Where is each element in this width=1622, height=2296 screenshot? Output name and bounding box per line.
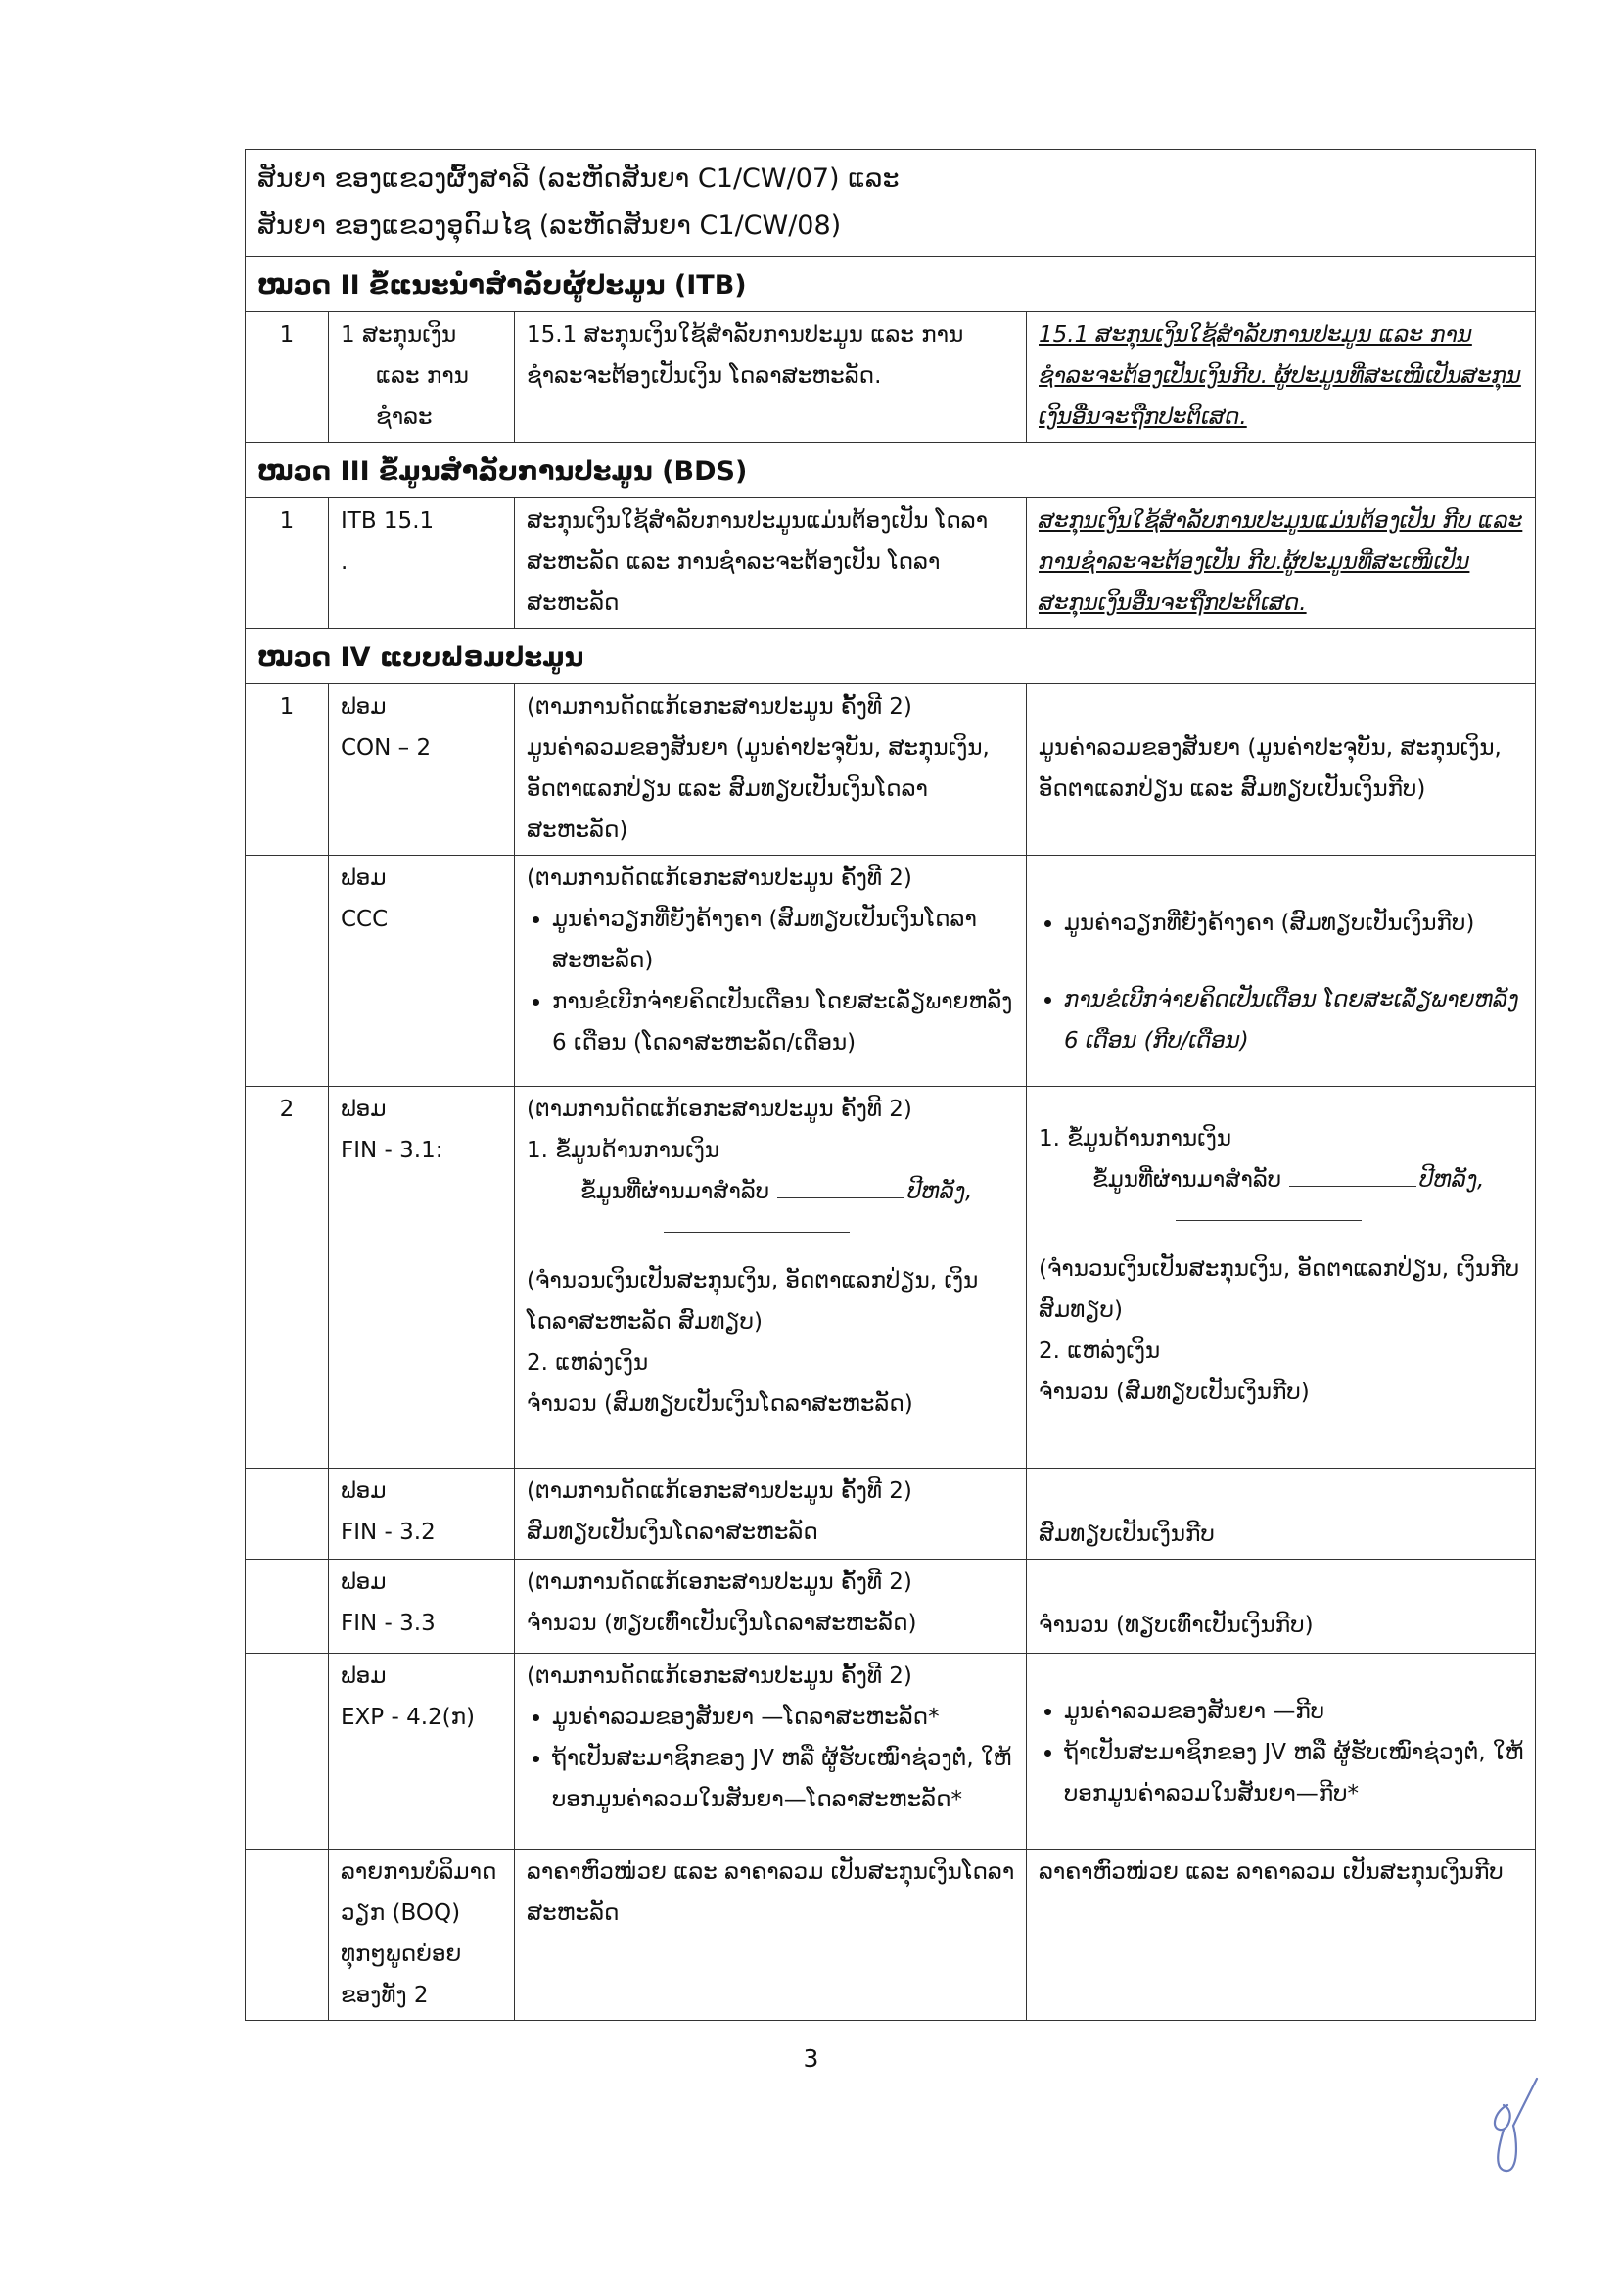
reference-line: .: [341, 549, 348, 575]
row-number: [246, 1654, 329, 1850]
row-reference: [329, 1654, 515, 1850]
signature-line: [1176, 1214, 1362, 1221]
amendment-note: (ຕາມການດັດແກ້ເອກະສານປະມູນ ຄັ້ງທີ 2): [527, 866, 912, 891]
amended-value: ສົມທຽບເປັນເງິນກີບ: [1039, 1522, 1215, 1547]
signature-line: [664, 1226, 850, 1233]
amended-value: ມູນຄ່າລວມຂອງສັນຍາ (ມູນຄ່າປະຈຸບັນ, ສະກຸນເງິນ, ອັດຕາແລກປ່ຽນ ແລະ ສົມທຽບເປັນເງິນກີບ): [1039, 735, 1502, 802]
section-header-row: [246, 257, 1536, 312]
row-number: 1: [246, 312, 329, 443]
reference-line: ຟອມ: [341, 1097, 387, 1122]
row-reference: [329, 1560, 515, 1654]
reference-line: ຟອມ: [341, 694, 387, 720]
years-label: ປີຫລັງ,: [1419, 1167, 1485, 1193]
section-4-title: ໝວດ IV ແບບຟອມປະມູນ: [246, 629, 1536, 684]
reference-line: ວຽກ (BOQ): [341, 1900, 461, 1926]
reference-line: ຟອມ: [341, 1478, 387, 1504]
blank-line: [1289, 1186, 1416, 1187]
contract-line-2: ສັນຍາ ຂອງແຂວງອຸດົມໄຊ (ລະຫັດສັນຍາ C1/CW/08): [257, 211, 842, 241]
row-number: 1: [246, 684, 329, 856]
original-note: (ຈຳນວນເງິນເປັນສະກຸນເງິນ, ອັດຕາແລກປ່ຽນ, ເງິນໂດລາສະຫະລັດ ສົມທຽບ): [527, 1268, 979, 1335]
amendment-note: (ຕາມການດັດແກ້ເອກະສານປະມູນ ຄັ້ງທີ 2): [527, 1478, 912, 1504]
reference-line: ຂອງທັງ 2: [341, 1983, 429, 2008]
original-text: ລາຄາຫົວໜ່ວຍ ແລະ ລາຄາລວມ ເປັນສະກຸນເງິນໂດລາສະຫະລັດ: [515, 1850, 1027, 2021]
original-text: [515, 856, 1027, 1087]
row-reference: [329, 684, 515, 856]
item-heading: 2. ແຫລ່ງເງິນ: [527, 1350, 649, 1376]
section-2-title: ໝວດ II ຂໍ້ແນະນຳສຳລັບຜູ້ປະມູນ (ITB): [246, 257, 1536, 312]
list-item: • ຖ້າເປັນສະມາຊິກຂອງ JV ຫລື ຜູ້ຮັບເໝົາຊ່ວງຕໍ່, ໃຫ້ບອກມູນຄ່າລວມໃນສັນຍາ—ໂດລາສະຫະລັດ*: [552, 1738, 1016, 1820]
reference-line: ທຸກໆພູດຍ່ອຍ: [341, 1942, 462, 1967]
original-amount: ຈຳນວນ (ສົມທຽບເປັນເງິນໂດລາສະຫະລັດ): [527, 1391, 913, 1417]
table-row: [246, 1469, 1536, 1560]
page-number: 3: [803, 2044, 819, 2073]
bullet-list: [527, 1697, 1016, 1820]
list-item: • ຖ້າເປັນສະມາຊິກຂອງ JV ຫລື ຜູ້ຮັບເໝົາຊ່ວງຕໍ່, ໃຫ້ບອກມູນຄ່າລວມໃນສັນຍາ—ກີບ*: [1064, 1732, 1525, 1814]
list-item: • ການຂໍເບີກຈ່າຍຄິດເປັນເດືອນ ໂດຍສະເລັ່ຽພາຍຫລັງ 6 ເດືອນ (ກີບ/ເດືອນ): [1064, 979, 1525, 1061]
contract-header-row: [246, 150, 1536, 257]
amendment-table: [245, 149, 1536, 2021]
original-text: [515, 1560, 1027, 1654]
reference-line: ຟອມ: [341, 866, 387, 891]
past-label: ຂໍ້ມູນທີ່ຜ່ານມາສຳລັບ: [580, 1179, 770, 1204]
table-row: [246, 1560, 1536, 1654]
past-years-line: [1039, 1159, 1525, 1200]
past-label: ຂໍ້ມູນທີ່ຜ່ານມາສຳລັບ: [1092, 1167, 1282, 1193]
table-row: [246, 312, 1536, 443]
reference-line: ຊຳລະ: [376, 404, 433, 430]
original-text: [515, 1469, 1027, 1560]
original-value: ຈຳນວນ (ທຽບເທົ່າເປັນເງິນໂດລາສະຫະລັດ): [527, 1611, 917, 1636]
amended-amount: ຈຳນວນ (ສົມທຽບເປັນເງິນກີບ): [1039, 1380, 1310, 1405]
table-row: [246, 1654, 1536, 1850]
table-row: [246, 684, 1536, 856]
original-text: [515, 684, 1027, 856]
row-number: [246, 856, 329, 1087]
reference-line: ລາຍການບໍລິມາດ: [341, 1859, 497, 1885]
list-item: • ມູນຄ່າວຽກທີ່ຍັງຄ້າງຄາ (ສົມທຽບເປັນເງິນກີບ): [1064, 903, 1525, 944]
amended-text: [1027, 856, 1536, 1087]
row-number: [246, 1850, 329, 2021]
past-years-line: [527, 1171, 1016, 1212]
amended-text: 15.1 ສະກຸນເງິນໃຊ້ສຳລັບການປະມູນ ແລະ ການຊຳລະຈະຕ້ອງເປັນເງິນກີບ. ຜູ້ປະມູນທີ່ສະເໜີເປັນສະກຸນເງິນອື່ນຈະຖືກປະຕິເສດ.: [1027, 312, 1536, 443]
contract-line-1: ສັນຍາ ຂອງແຂວງຜົ້ງສາລີ (ລະຫັດສັນຍາ C1/CW/07) ແລະ: [257, 164, 900, 194]
reference-line: ແລະ ການ: [376, 363, 469, 389]
amended-note: (ຈຳນວນເງິນເປັນສະກຸນເງິນ, ອັດຕາແລກປ່ຽນ, ເງິນກີບສົມທຽບ): [1039, 1256, 1520, 1323]
document-page: [245, 149, 1535, 2021]
row-reference: [329, 1850, 515, 2021]
original-text: ສະກຸນເງິນໃຊ້ສຳລັບການປະມູນແມ່ນຕ້ອງເປັນ ໂດລາສະຫະລັດ ແລະ ການຊຳລະຈະຕ້ອງເປັນ ໂດລາສະຫະລັດ: [515, 498, 1027, 629]
table-row: [246, 1850, 1536, 2021]
original-value: ມູນຄ່າລວມຂອງສັນຍາ (ມູນຄ່າປະຈຸບັນ, ສະກຸນເງິນ, ອັດຕາແລກປ່ຽນ ແລະ ສົມທຽບເປັນເງິນໂດລາສະຫະລັດ): [527, 735, 990, 843]
amendment-note: (ຕາມການດັດແກ້ເອກະສານປະມູນ ຄັ້ງທີ 2): [527, 1663, 912, 1689]
item-heading: 2. ແຫລ່ງເງິນ: [1039, 1338, 1161, 1364]
bullet-list: [1039, 903, 1525, 1061]
form-code: FIN - 3.1:: [341, 1138, 443, 1163]
row-number: 1: [246, 498, 329, 629]
reference-line: ຟອມ: [341, 1663, 387, 1689]
form-code: CCC: [341, 907, 389, 932]
years-label: ປີຫລັງ,: [907, 1179, 973, 1204]
form-code: FIN - 3.2: [341, 1520, 436, 1545]
bullet-list: [1039, 1691, 1525, 1814]
original-text: [515, 1654, 1027, 1850]
row-reference: [329, 856, 515, 1087]
signature-mark: [1468, 2071, 1556, 2179]
blank-line: [777, 1197, 904, 1198]
list-item: • ມູນຄ່າລວມຂອງສັນຍາ —ກີບ: [1064, 1691, 1525, 1732]
form-code: CON – 2: [341, 735, 432, 761]
list-item: • ການຂໍເບີກຈ່າຍຄິດເປັນເດືອນ ໂດຍສະເລັ່ຽພາຍຫລັງ 6 ເດືອນ (ໂດລາສະຫະລັດ/ເດືອນ): [552, 981, 1016, 1063]
item-heading: 1. ຂໍ້ມູນດ້ານການເງິນ: [527, 1138, 720, 1163]
item-heading: 1. ຂໍ້ມູນດ້ານການເງິນ: [1039, 1126, 1232, 1151]
amended-text: ລາຄາຫົວໜ່ວຍ ແລະ ລາຄາລວມ ເປັນສະກຸນເງິນກີບ: [1027, 1850, 1536, 2021]
row-reference: [329, 1087, 515, 1469]
list-item: • ມູນຄ່າວຽກທີ່ຍັງຄ້າງຄາ (ສົມທຽບເປັນເງິນໂດລາສະຫະລັດ): [552, 899, 1016, 981]
amended-text: [1027, 1560, 1536, 1654]
table-row: [246, 1087, 1536, 1469]
form-code: EXP - 4.2(ກ): [341, 1705, 476, 1730]
original-text: [515, 1087, 1027, 1469]
reference-line: 1 ສະກຸນເງິນ: [341, 322, 457, 348]
section-header-row: [246, 629, 1536, 684]
amended-value: ຈຳນວນ (ທຽບເທົ່າເປັນເງິນກີບ): [1039, 1613, 1314, 1638]
bullet-list: [527, 899, 1016, 1063]
list-item: • ມູນຄ່າລວມຂອງສັນຍາ —ໂດລາສະຫະລັດ*: [552, 1697, 1016, 1738]
amendment-note: (ຕາມການດັດແກ້ເອກະສານປະມູນ ຄັ້ງທີ 2): [527, 1097, 912, 1122]
section-header-row: [246, 443, 1536, 498]
table-row: [246, 498, 1536, 629]
row-reference: [329, 498, 515, 629]
row-number: [246, 1469, 329, 1560]
amended-text: [1027, 1087, 1536, 1469]
reference-line: ຟອມ: [341, 1570, 387, 1595]
amendment-note: (ຕາມການດັດແກ້ເອກະສານປະມູນ ຄັ້ງທີ 2): [527, 694, 912, 720]
amended-text: ສະກຸນເງິນໃຊ້ສຳລັບການປະມູນແມ່ນຕ້ອງເປັນ ກີບ ແລະ ການຊຳລະຈະຕ້ອງເປັນ ກີບ.ຜູ້ປະມູນທີ່ສະເໜີເປັນສະກຸນເງິນອື່ນຈະຖືກປະຕິເສດ.: [1027, 498, 1536, 629]
reference-line: ITB 15.1: [341, 508, 435, 534]
original-text: 15.1 ສະກຸນເງິນໃຊ້ສຳລັບການປະມູນ ແລະ ການຊຳລະຈະຕ້ອງເປັນເງິນ ໂດລາສະຫະລັດ.: [515, 312, 1027, 443]
row-reference: [329, 1469, 515, 1560]
form-code: FIN - 3.3: [341, 1611, 436, 1636]
row-reference: [329, 312, 515, 443]
amended-text: [1027, 1469, 1536, 1560]
amended-text: [1027, 1654, 1536, 1850]
contract-header: [246, 150, 1536, 257]
table-row: [246, 856, 1536, 1087]
original-value: ສົມທຽບເປັນເງິນໂດລາສະຫະລັດ: [527, 1520, 818, 1545]
section-3-title: ໝວດ III ຂໍ້ມູນສຳລັບການປະມູນ (BDS): [246, 443, 1536, 498]
amended-text: [1027, 684, 1536, 856]
amendment-note: (ຕາມການດັດແກ້ເອກະສານປະມູນ ຄັ້ງທີ 2): [527, 1570, 912, 1595]
row-number: 2: [246, 1087, 329, 1469]
row-number: [246, 1560, 329, 1654]
